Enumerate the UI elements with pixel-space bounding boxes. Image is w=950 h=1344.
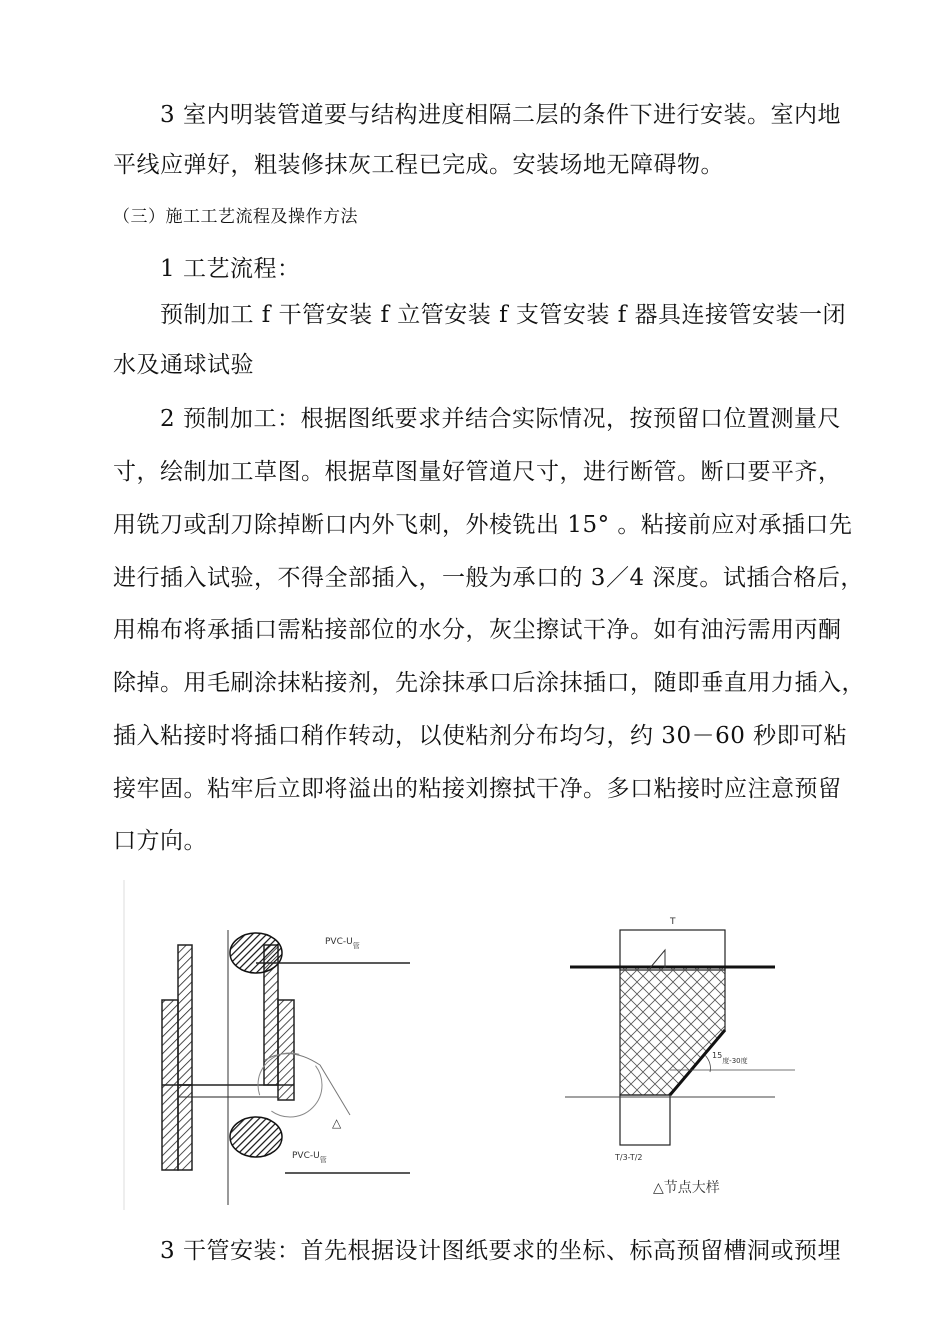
paragraph-line: 进行插入试验，不得全部插入，一般为承口的 3／4 深度。试插合格后， xyxy=(113,565,864,591)
pipe-wall-left xyxy=(178,945,192,1085)
paragraph-line: 水及通球试验 xyxy=(113,352,254,378)
paragraph-line: 除掉。用毛刷涂抹粘接剂，先涂抹承口后涂抹插口，随即垂直用力插入， xyxy=(113,670,865,696)
label-pvc-bottom: PVC-$U_管$ xyxy=(292,1151,327,1164)
label-pvc-top: PVC-$U_管$ xyxy=(325,937,360,950)
cross-hatched-section xyxy=(620,967,725,1095)
joint-detail-diagram xyxy=(565,910,795,1200)
paragraph-line: 1 工艺流程： xyxy=(160,256,301,282)
label-t: T xyxy=(670,917,676,927)
paragraph-line: 2 预制加工：根据图纸要求并结合实际情况，按预留口位置测量尺 xyxy=(160,406,841,432)
paragraph-line: 用棉布将承插口需粘接部位的水分，灰尘擦试干净。如有油污需用丙酮 xyxy=(113,617,842,643)
paragraph-line: 3 室内明装管道要与结构进度相隔二层的条件下进行安装。室内地 xyxy=(160,102,841,128)
gasket-bottom xyxy=(230,1117,282,1157)
paragraph-line: 预制加工 f 干管安装 f 立管安装 f 支管安装 f 器具连接管安装一闭 xyxy=(160,302,847,328)
paragraph-line: 用铣刀或刮刀除掉断口内外飞刺，外棱铣出 15° 。粘接前应对承插口先 xyxy=(113,512,853,538)
paragraph-line: 口方向。 xyxy=(113,828,207,854)
gasket-top xyxy=(230,933,282,973)
figure-caption: △节点大样 xyxy=(653,1180,720,1196)
triangle-mark: △ xyxy=(332,1116,342,1130)
label-depth: T/3-T/2 xyxy=(615,1153,643,1162)
paragraph-line: 接牢固。粘牢后立即将溢出的粘接刘擦拭干净。多口粘接时应注意预留 xyxy=(113,776,842,802)
paragraph-line: 3 干管安装：首先根据设计图纸要求的坐标、标高预留槽洞或预埋 xyxy=(160,1238,841,1264)
label-angle: 15度-30度 xyxy=(712,1051,748,1065)
pipe-joint-diagram xyxy=(120,875,420,1215)
paragraph-line: 插入粘接时将插口稍作转动，以使粘剂分布均匀，约 30－60 秒即可粘 xyxy=(113,723,848,749)
paragraph-line: 平线应弹好，粗装修抹灰工程已完成。安装场地无障碍物。 xyxy=(113,152,724,178)
section-heading: （三）施工工艺流程及操作方法 xyxy=(113,207,358,227)
paragraph-line: 寸，绘制加工草图。根据草图量好管道尺寸，进行断管。断口要平齐， xyxy=(113,459,842,485)
